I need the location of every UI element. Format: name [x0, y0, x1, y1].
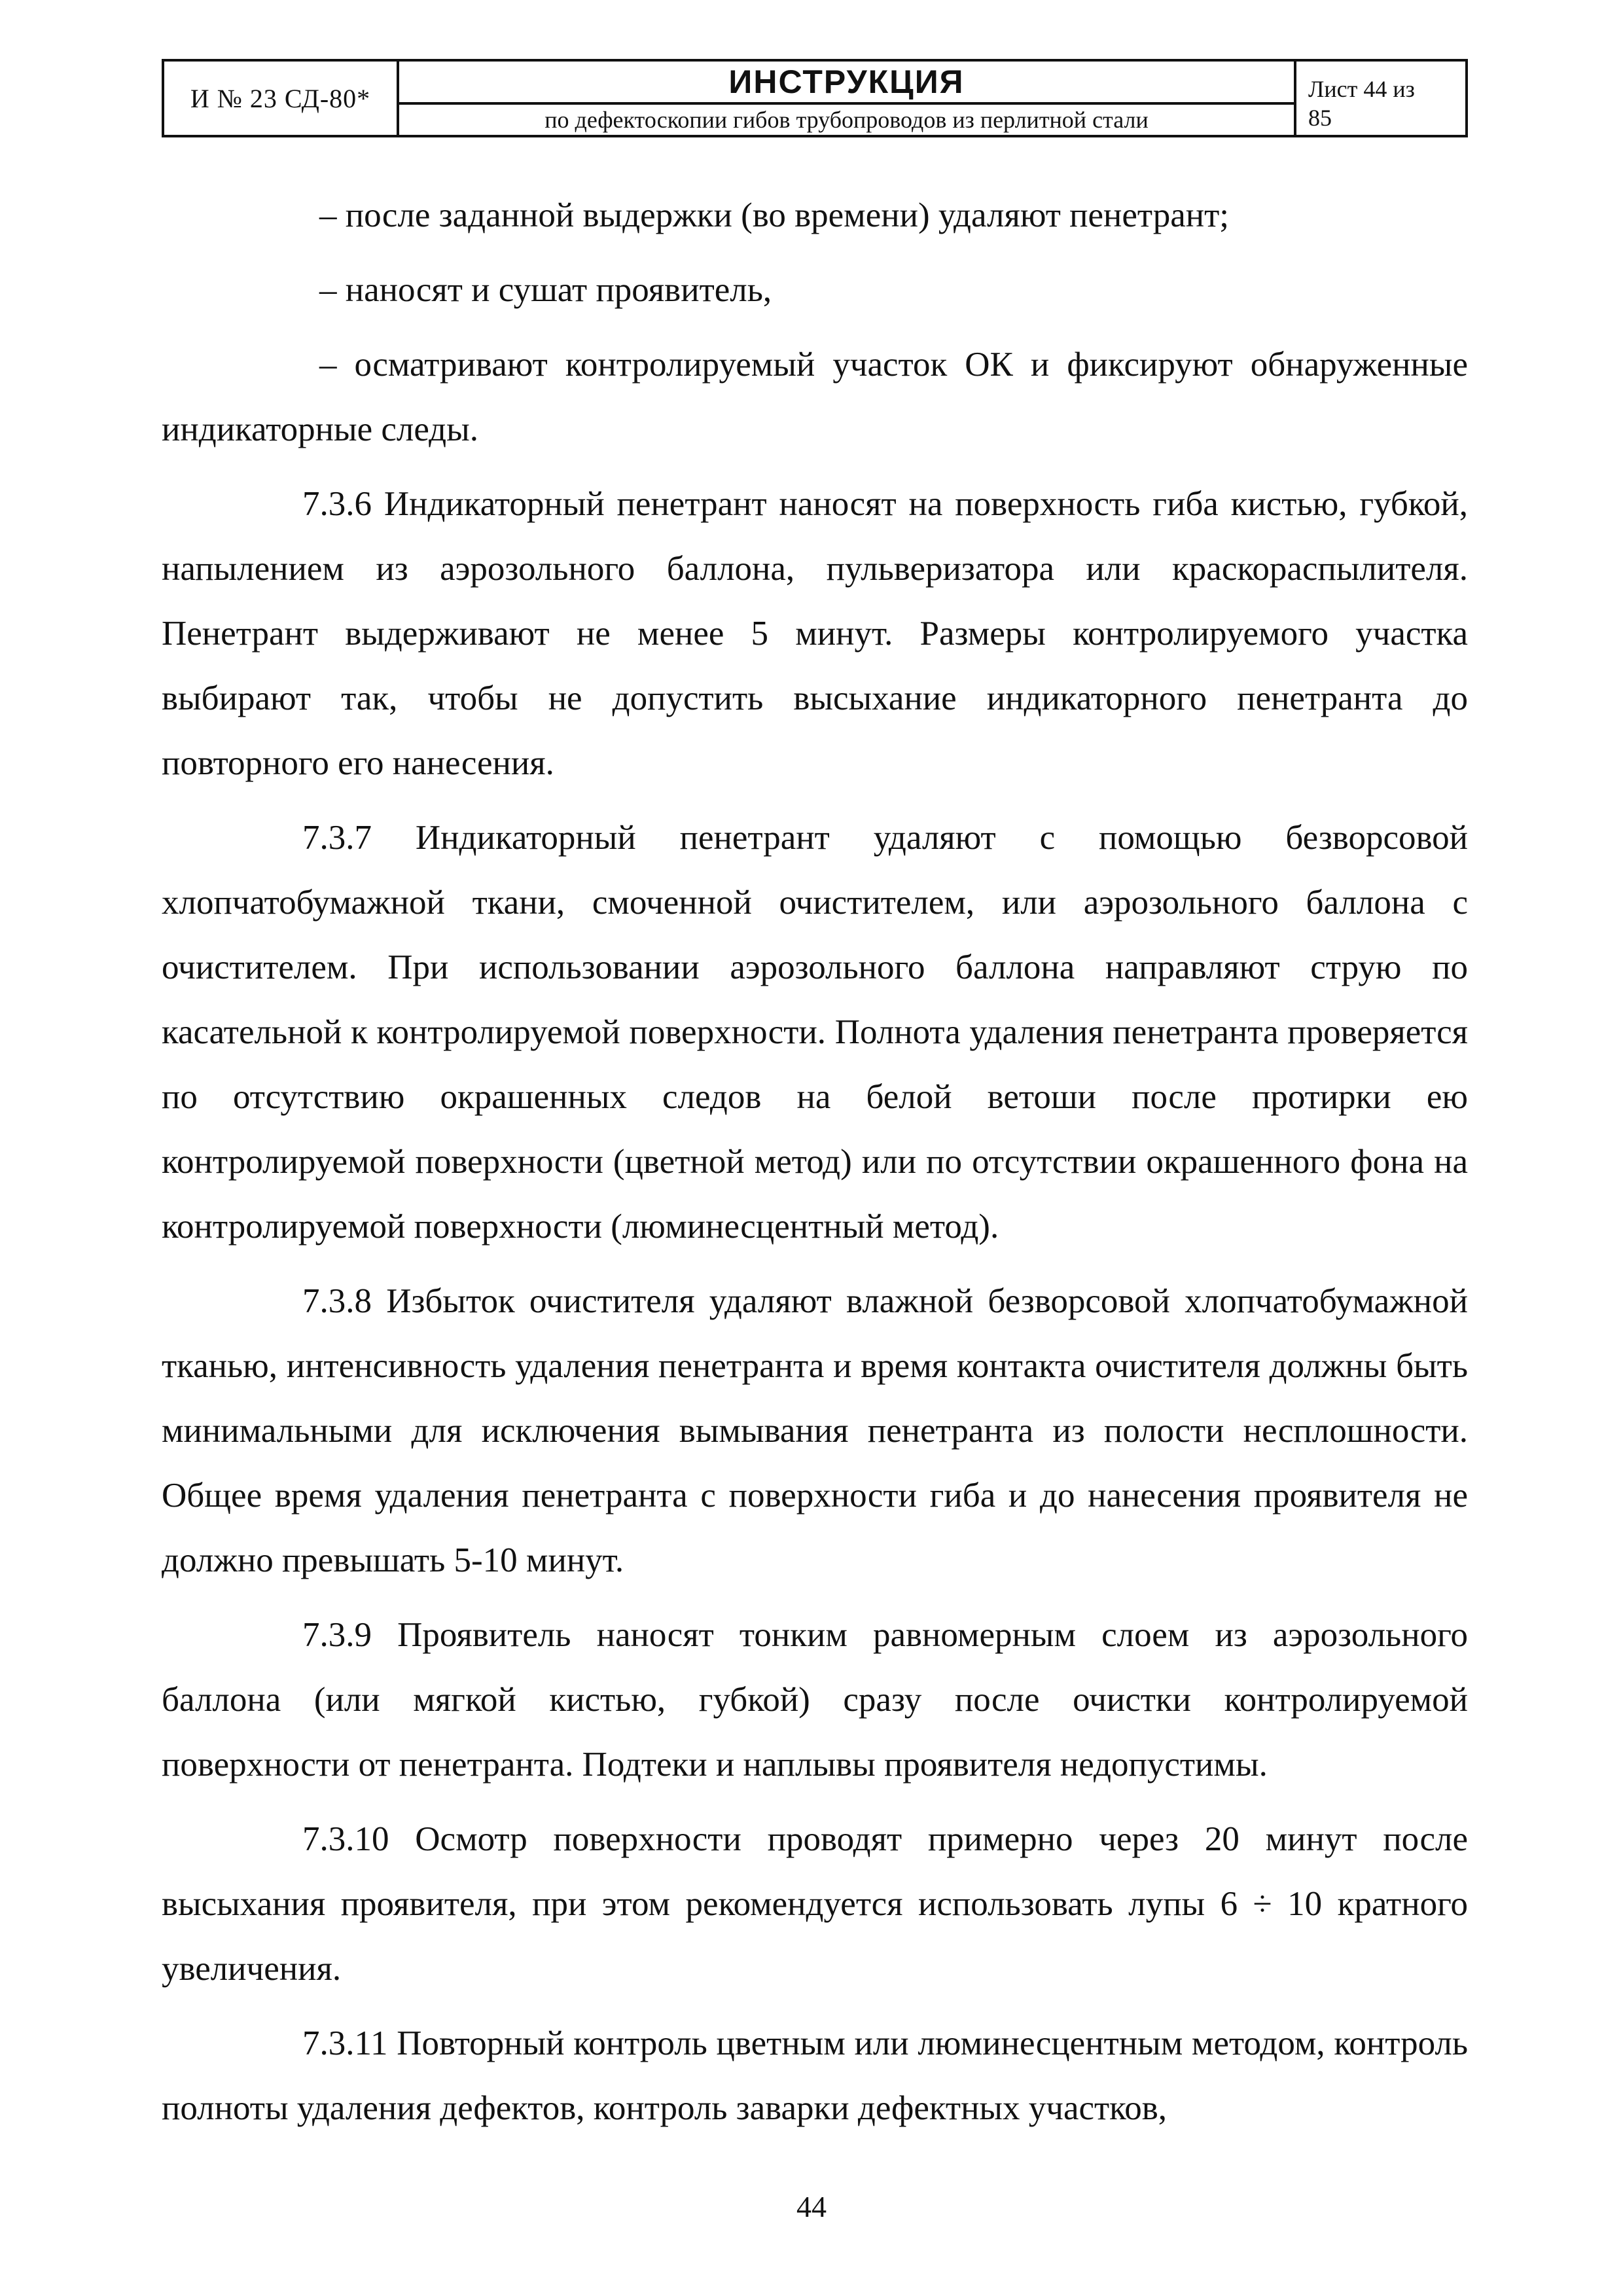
paragraph-number: 7.3.6	[302, 485, 372, 523]
paragraph-7-3-6	[162, 472, 1468, 796]
paragraph-number: 7.3.8	[302, 1282, 372, 1320]
sheet-number: Лист 44 из	[1308, 76, 1415, 102]
paragraph-7-3-8	[162, 1269, 1468, 1593]
bullet-item: – наносят и сушат проявитель,	[319, 271, 772, 309]
paragraph-text: Избыток очистителя удаляют влажной безворсовой хлопчатобумажной тканью, интенсивность удаления пенетранта и время контакта очистителя должны быть минимальными для исключения вымывания пенетранта из полости несплошности. Общее время удаления пенетранта с поверхности гиба и до нанесения проявителя не должно превышать 5-10 минут.	[162, 1282, 1468, 1579]
page-number: 44	[796, 2190, 827, 2223]
paragraph-text: Осмотр поверхности проводят примерно через 20 минут после высыхания проявителя, при этом рекомендуется использовать лупы 6 ÷ 10 кратного увеличения.	[162, 1820, 1468, 1988]
paragraph-7-3-11	[162, 2011, 1468, 2141]
paragraph-number: 7.3.11	[302, 2024, 388, 2062]
bullet-item: – осматривают контролируемый участок ОК и фиксируют обнаруженные индикаторные следы.	[162, 346, 1468, 448]
paragraph-text: Индикаторный пенетрант наносят на поверхность гиба кистью, губкой, напылением из аэрозольного баллона, пульверизатора или краскораспылителя. Пенетрант выдерживают не менее 5 минут. Размеры контролируемого участка выбирают так, чтобы не допустить высыхание индикаторного пенетранта до повторного его нанесения.	[162, 485, 1468, 782]
bullet-item: – после заданной выдержки (во времени) удаляют пенетрант;	[319, 196, 1229, 234]
paragraph-7-3-9	[162, 1603, 1468, 1797]
paragraph-text: Повторный контроль цветным или люминесцентным методом, контроль полноты удаления дефектов, контроль заварки дефектных участков,	[162, 2024, 1468, 2127]
paragraph-text: Индикаторный пенетрант удаляют с помощью безворсовой хлопчатобумажной ткани, смоченной очистителем, или аэрозольного баллона с очистителем. При использовании аэрозольного баллона направляют струю по касательной к контролируемой поверхности. Полнота удаления пенетранта проверяется по отсутствию окрашенных следов на белой ветоши после протирки ею контролируемой поверхности (цветной метод) или по отсутствии окрашенного фона на контролируемой поверхности (люминесцентный метод).	[162, 819, 1468, 1246]
document-code: И № 23 СД-80*	[164, 62, 399, 135]
sheet-info	[1294, 62, 1465, 135]
header-title-block	[399, 62, 1294, 135]
document-body	[162, 183, 1468, 2151]
document-header	[162, 59, 1468, 137]
paragraph-7-3-10	[162, 1807, 1468, 2001]
sheet-total: 85	[1308, 105, 1332, 131]
paragraph-number: 7.3.10	[302, 1820, 389, 1858]
document-subtitle: по дефектоскопии гибов трубопроводов из перлитной стали	[544, 107, 1149, 133]
paragraph-text: Проявитель наносят тонким равномерным слоем из аэрозольного баллона (или мягкой кистью, губкой) сразу после очистки контролируемой поверхности от пенетранта. Подтеки и наплывы проявителя недопустимы.	[162, 1616, 1468, 1784]
paragraph-7-3-7	[162, 806, 1468, 1259]
document-title: ИНСТРУКЦИЯ	[399, 62, 1294, 105]
paragraph-number: 7.3.9	[302, 1616, 372, 1654]
paragraph-number: 7.3.7	[302, 819, 372, 857]
